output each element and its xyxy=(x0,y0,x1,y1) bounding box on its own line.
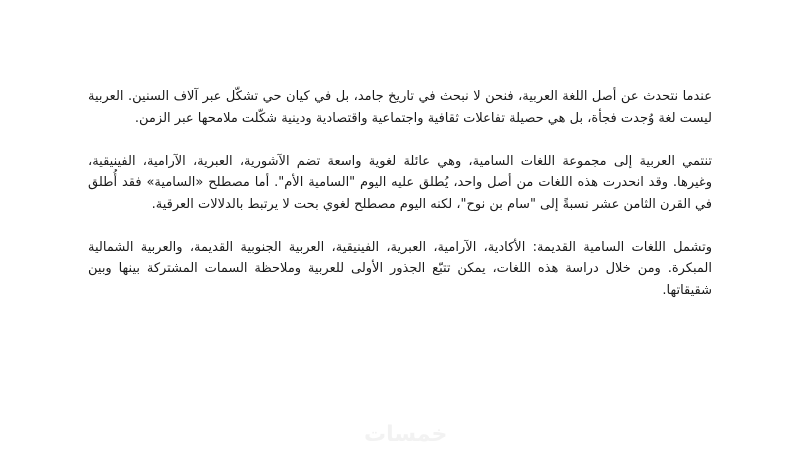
article-body xyxy=(88,86,712,323)
paragraph-origin: عندما نتحدث عن أصل اللغة العربية، فنحن لا نبحث في تاريخ جامد، بل في كيان حي تشكّل عبر آلاف السنين. العربية ليست لغة وُجدت فجأة، بل هي حصيلة تفاعلات ثقافية واجتماعية واقتصادية ودينية شكّلت ملامحها عبر الزمن. xyxy=(88,89,712,126)
paragraph-ancient-languages: وتشمل اللغات السامية القديمة: الأكادية، الآرامية، العبرية، الفينيقية، العربية الجنوبية القديمة، والعربية الشمالية المبكرة. ومن خلال دراسة هذه اللغات، يمكن تتبّع الجذور الأولى للعربية وملاحظة السمات المشتركة بينها وبين شقيقاتها. xyxy=(88,239,712,298)
paragraph-semitic-family: تنتمي العربية إلى مجموعة اللغات السامية، وهي عائلة لغوية واسعة تضم الآشورية، العبرية، الآرامية، الفينيقية، وغيرها. وقد انحدرت هذه اللغات من أصل واحد، يُطلق عليه اليوم "السامية الأم". أما مصطلح «السامية» فقد أُطلق في القرن الثامن عشر نسبةً إلى "سام بن نوح"، لكنه اليوم مصطلح لغوي بحت لا يرتبط بالدلالات العرقية. xyxy=(88,153,712,212)
watermark-logo: خمسات xyxy=(364,422,448,447)
